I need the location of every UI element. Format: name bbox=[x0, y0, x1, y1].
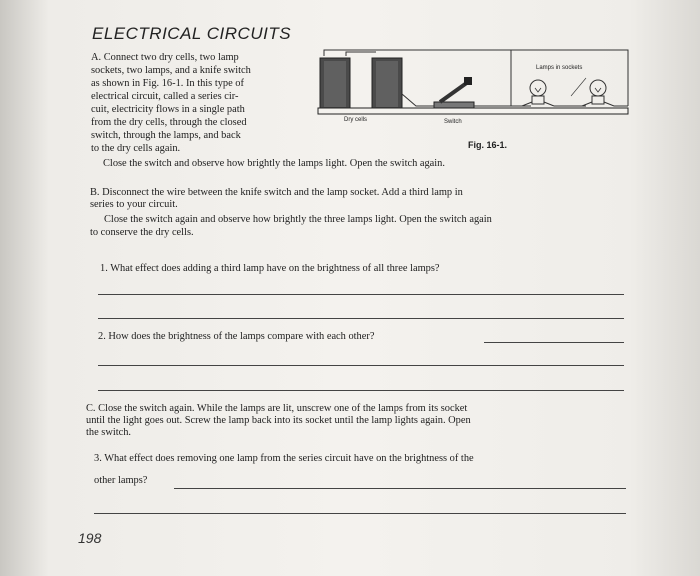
section-a-line: sockets, two lamps, and a knife switch bbox=[91, 65, 251, 76]
knife-switch-handle bbox=[464, 77, 472, 85]
section-b-line: B. Disconnect the wire between the knife switch and the lamp socket. Add a third lamp in bbox=[90, 187, 463, 198]
section-a-line: A. Connect two dry cells, two lamp bbox=[91, 52, 239, 63]
dry-cell-label-patch bbox=[324, 61, 346, 107]
lamp-bulb bbox=[530, 80, 546, 96]
lamps-in-sockets-label: Lamps in sockets bbox=[536, 65, 583, 71]
page-title: ELECTRICAL CIRCUITS bbox=[92, 24, 292, 43]
switch-label: Switch bbox=[444, 119, 462, 125]
lamp-label-pointer bbox=[571, 78, 586, 96]
circuit-wire bbox=[324, 50, 511, 106]
section-a-line: from the dry cells, through the closed bbox=[91, 117, 247, 128]
answer-line[interactable] bbox=[98, 294, 624, 295]
base-board bbox=[318, 108, 628, 114]
question-2: 2. How does the brightness of the lamps compare with each other? bbox=[98, 331, 375, 342]
section-b-line: Close the switch again and observe how brightly the three lamps light. Open the switch again bbox=[104, 214, 492, 225]
answer-line[interactable] bbox=[174, 488, 626, 489]
section-b-line: series to your circuit. bbox=[90, 199, 178, 210]
answer-line[interactable] bbox=[98, 365, 624, 366]
section-a-line: electrical circuit, called a series cir- bbox=[91, 91, 239, 102]
lamp-socket-base bbox=[582, 102, 628, 106]
section-a-line: to the dry cells again. bbox=[91, 143, 181, 154]
circuit-wire bbox=[511, 50, 628, 106]
knife-switch-blade bbox=[440, 82, 468, 102]
section-a-line: cuit, electricity flows in a single path bbox=[91, 104, 245, 115]
answer-line[interactable] bbox=[98, 318, 624, 319]
section-a-line: as shown in Fig. 16-1. In this type of bbox=[91, 78, 244, 89]
answer-line[interactable] bbox=[484, 342, 624, 343]
section-c-line: the switch. bbox=[86, 427, 132, 438]
lamp-socket bbox=[592, 96, 604, 104]
section-a-close-line: Close the switch and observe how brightly the lamps light. Open the switch again. bbox=[103, 158, 445, 169]
section-a-line: switch, through the lamps, and back bbox=[91, 130, 241, 141]
answer-line[interactable] bbox=[98, 390, 624, 391]
section-b-line: to conserve the dry cells. bbox=[90, 227, 194, 238]
dry-cells-label: Dry cells bbox=[344, 117, 368, 123]
circuit-wire bbox=[346, 52, 376, 56]
question-3-line-2: other lamps? bbox=[94, 475, 148, 486]
section-c-line: C. Close the switch again. While the lamps are lit, unscrew one of the lamps from its socket bbox=[86, 403, 468, 414]
dry-cell-label-patch bbox=[376, 61, 398, 107]
figure-caption: Fig. 16-1. bbox=[468, 140, 508, 150]
lamp-socket bbox=[532, 96, 544, 104]
answer-line[interactable] bbox=[94, 513, 626, 514]
question-3-line-1: 3. What effect does removing one lamp from the series circuit have on the brightness of the bbox=[94, 453, 474, 464]
question-1: 1. What effect does adding a third lamp have on the brightness of all three lamps? bbox=[100, 263, 440, 274]
lamp-filament bbox=[535, 88, 541, 92]
section-c-line: until the light goes out. Screw the lamp back into its socket until the lamp lights again. Open bbox=[86, 415, 471, 426]
circuit-wire bbox=[402, 94, 434, 106]
lamp-filament bbox=[595, 88, 601, 92]
page-number: 198 bbox=[78, 530, 102, 546]
knife-switch-base bbox=[434, 102, 474, 108]
series-circuit-figure bbox=[316, 44, 636, 154]
lamp-bulb bbox=[590, 80, 606, 96]
